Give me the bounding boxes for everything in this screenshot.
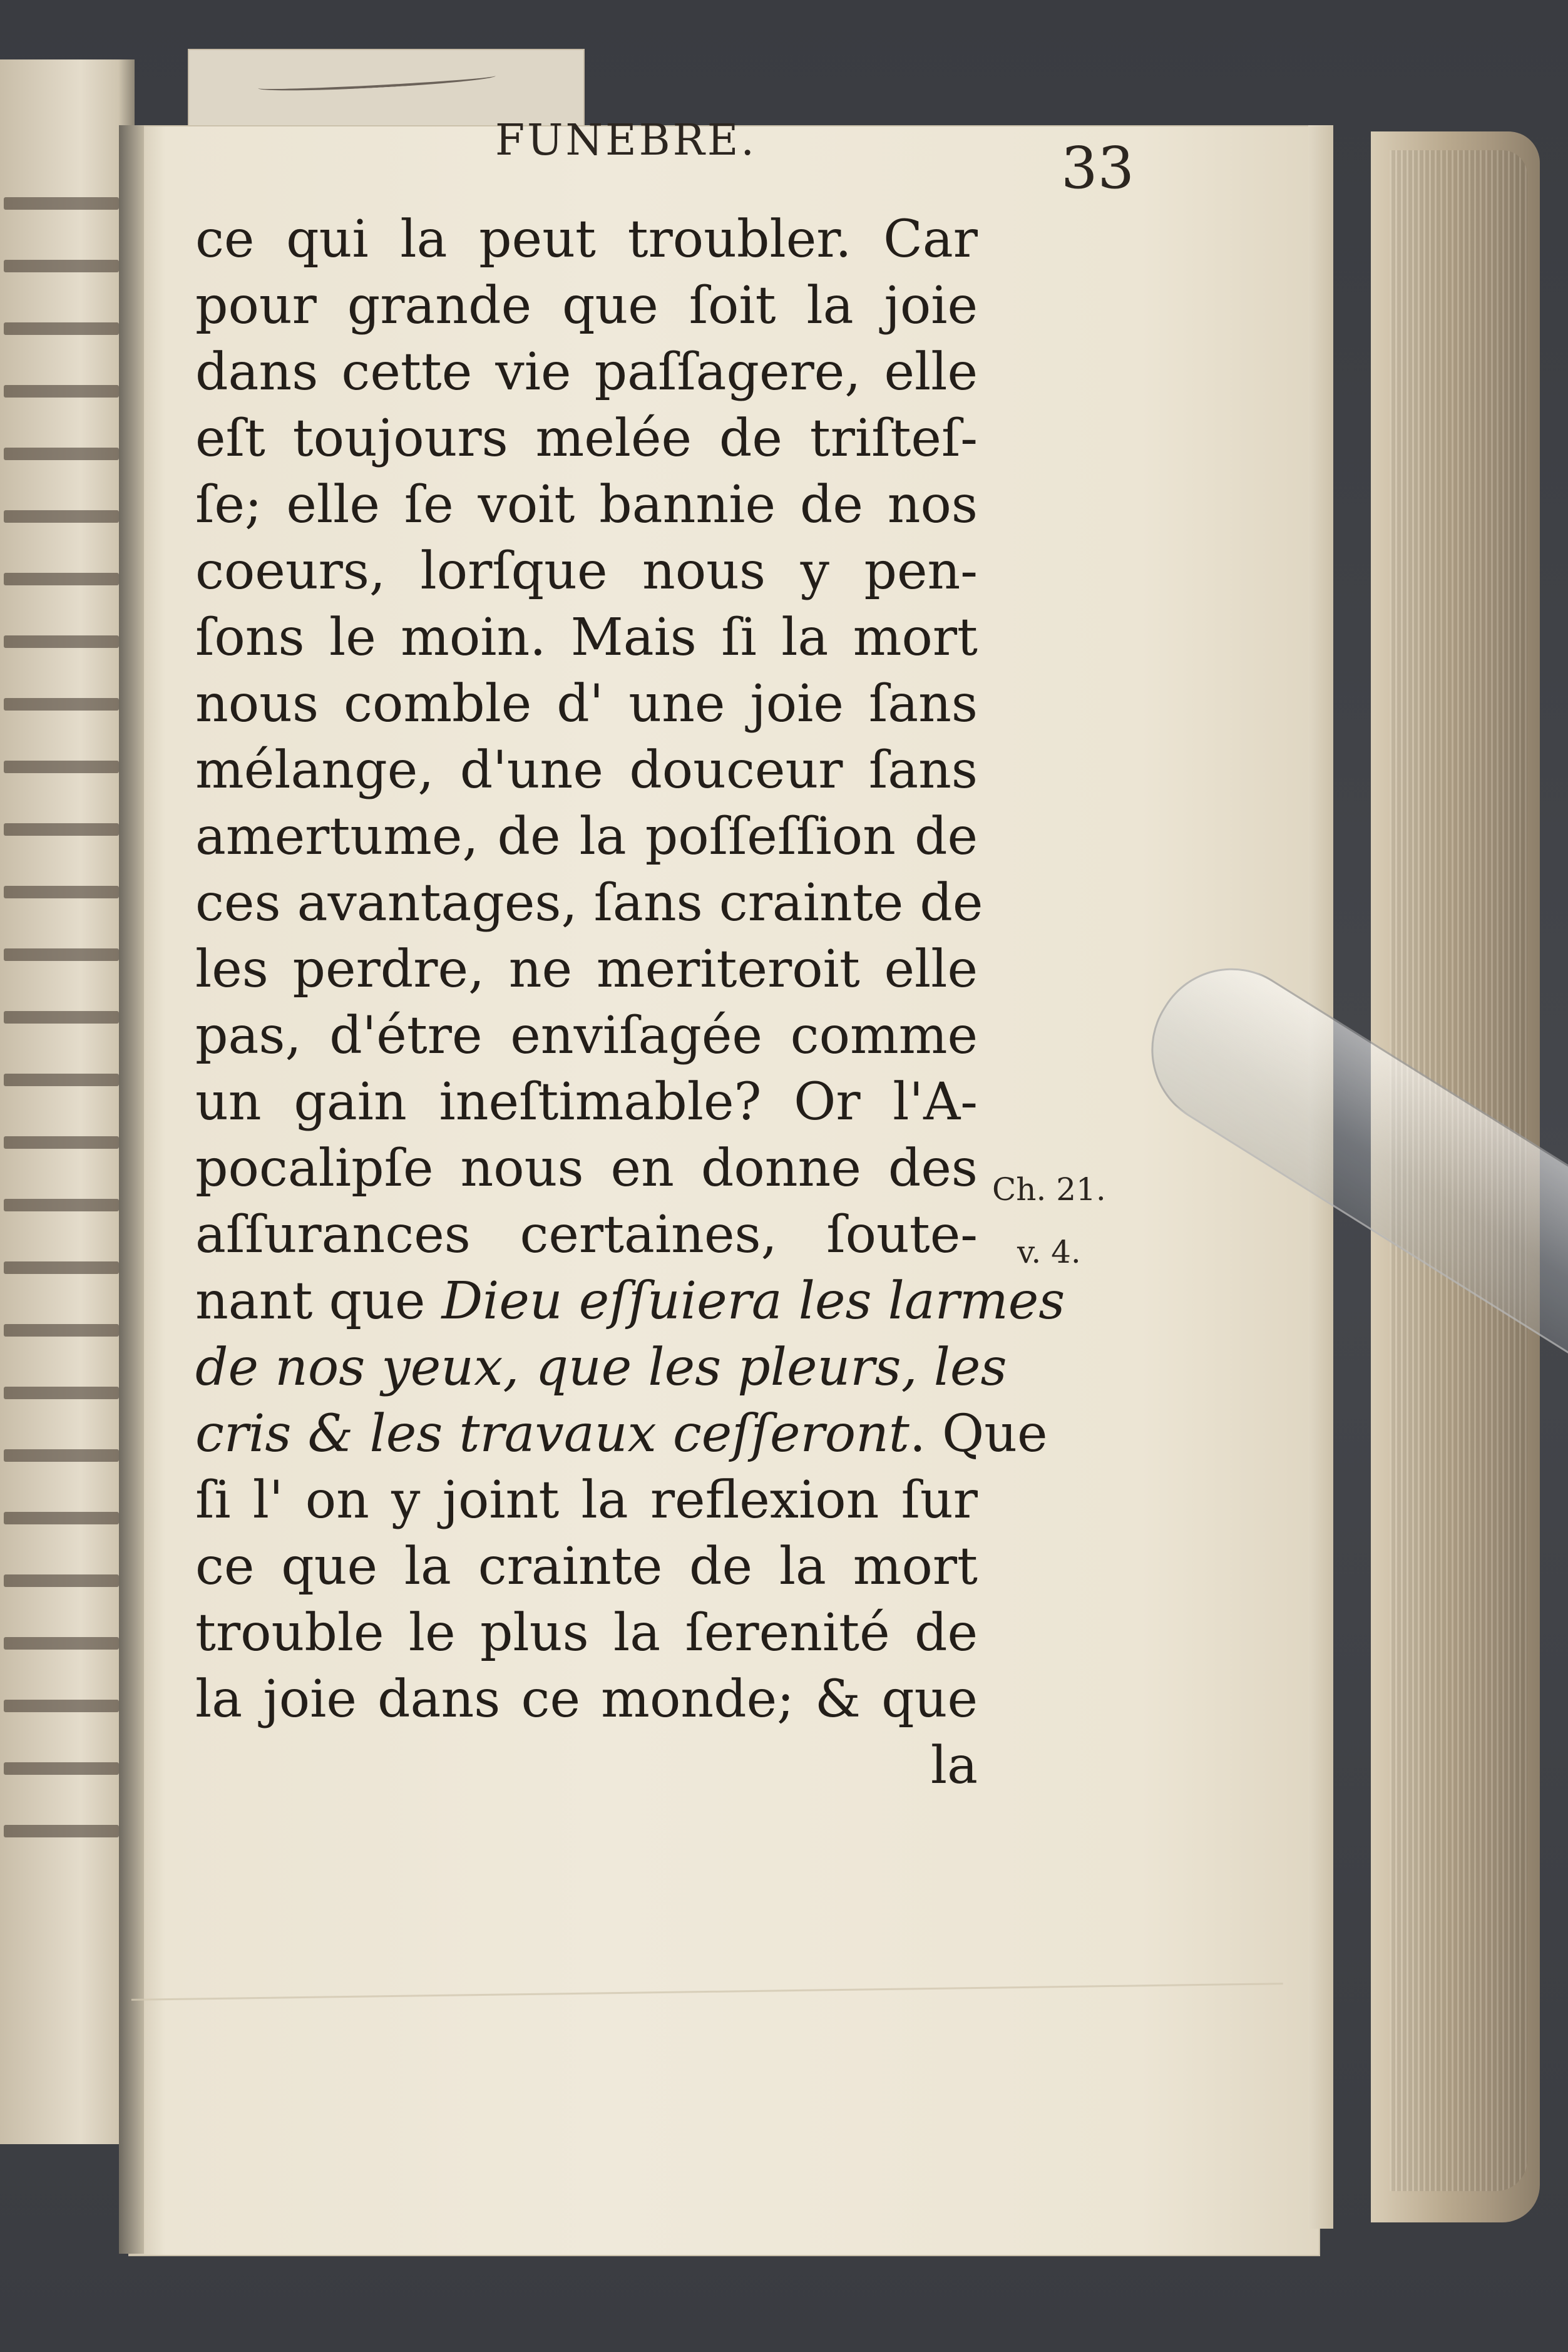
scripture-quote: Dieu eſſuiera les larmes [441, 1271, 1065, 1331]
page-gutter [119, 125, 144, 2254]
text-segment: . Que [909, 1404, 1048, 1464]
text-line: eſt toujours melée de triſteſ- [195, 409, 978, 468]
tab-handwriting-mark [258, 70, 496, 94]
text-line: coeurs, lorſque nous y pen- [195, 542, 978, 601]
text-segment: nant que [195, 1271, 442, 1331]
scripture-quote: cris & les travaux ceſſeront [195, 1404, 910, 1464]
text-line: ſe; elle ſe voit bannie de nos [195, 475, 978, 535]
text-line: ſons le moin. Mais ſi la mort [195, 608, 978, 667]
text-line-with-quote [195, 1401, 1048, 1467]
text-line-with-quote [195, 1268, 1065, 1335]
page-number: 33 [1061, 135, 1135, 202]
text-line: un gain ineſtimable? Or l'A- [195, 1072, 978, 1132]
margin-verse: v. 4. [1017, 1234, 1081, 1270]
text-line: aſſurances certaines, ſoute- [195, 1205, 978, 1265]
text-line: pas, d'étre enviſagée comme [195, 1006, 978, 1066]
text-line: amertume, de la poſſeſſion de [195, 807, 978, 866]
running-head: FUNEBRE. [494, 116, 757, 165]
facing-page-text-fragments [0, 197, 119, 1925]
facing-page-left [0, 59, 135, 2144]
text-line: trouble le plus la ſerenité de [195, 1603, 978, 1663]
text-line: nous comble d' une joie ſans [195, 674, 978, 734]
text-line: ce que la crainte de la mort [195, 1537, 978, 1596]
text-line: pocalipſe nous en donne des [195, 1139, 978, 1198]
scripture-quote-line: de nos yeux, que les pleurs, les [195, 1338, 1007, 1397]
text-line: mélange, d'une douceur ſans [195, 741, 978, 800]
text-line: les perdre, ne meriteroit elle [195, 940, 978, 999]
margin-reference [992, 1158, 1136, 1283]
text-line: ces avantages, ſans crainte de [195, 873, 983, 933]
text-line: dans cette vie paſſagere, elle [195, 342, 978, 402]
text-line: la joie dans ce monde; & que [195, 1670, 978, 1729]
margin-chapter: Ch. 21. [992, 1171, 1106, 1208]
text-line: ce qui la peut troubler. Car [195, 210, 978, 269]
text-line: ſi l' on y joint la reflexion ſur [195, 1471, 978, 1530]
catchword: la [930, 1736, 978, 1795]
text-line: pour grande que ſoit la joie [195, 276, 978, 336]
